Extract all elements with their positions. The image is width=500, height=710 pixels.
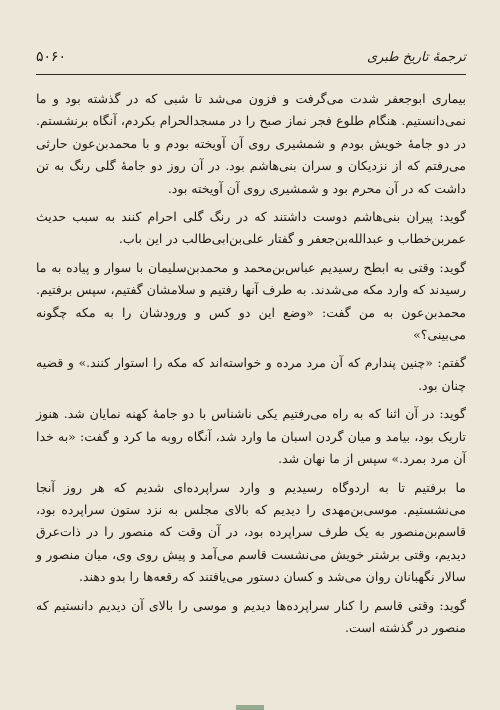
scan-edge-mark	[236, 705, 264, 710]
paragraph: ما برفتیم تا به اردوگاه رسیدیم و وارد سراپرده‌ای شدیم که هر روز آنجا می‌نشستیم. موسی‌بن‌مهدی را دیدیم که بالای مجلس به نزد ستون سراپرده بود، قاسم‌بن‌منصور به یک طرف سراپرده بود، در آن وقت که منصور را در ذات‌عرق دیدیم، وقتی برشتر خویش می‌نشست قاسم می‌آمد و پیش روی وی، میان منصور و سالار نگهبانان روان می‌شد و کسان دستور می‌یافتند که رقعه‌ها را بدو دهند.	[36, 479, 466, 585]
header-rule	[36, 74, 466, 75]
page-header	[36, 44, 466, 72]
page-number: ۵۰۶۰	[36, 49, 67, 65]
paragraph: گوید: وقتی به ابطح رسیدیم عباس‌بن‌محمد و محمدبن‌سلیمان با سوار و پیاده به ما رسیدند که وارد مکه می‌شدند. به طرف آنها رفتیم و سلامشان گفتیم، سپس برفتیم. محمدبن‌عون به من گفت: «وضع این دو کس و ورودشان را به مکه چگونه می‌بینی؟»	[36, 259, 466, 343]
paragraph: بیماری ابوجعفر شدت می‌گرفت و فزون می‌شد تا شبی که در گذشته بود و ما نمی‌دانستیم. هنگام طلوع فجر نماز صبح را در مسجدالحرام بکردم، آنگاه برنشستم. در دو جامهٔ خویش بودم و شمشیری روی آن آویخته بودم و با محمدبن‌عون حارثی می‌رفتم که از نزدیکان و سران بنی‌هاشم بود. در آن روز دو جامهٔ گلی رنگ به تن داشت که در آن محرم بود و شمشیری روی آن آویخته بود.	[36, 91, 466, 196]
running-title: ترجمهٔ تاریخ طبری	[366, 50, 466, 65]
paragraph: گوید: در آن اثنا که به راه می‌رفتیم یکی ناشناس با دو جامهٔ کهنه نمایان شد. هنوز تاریک بود، بیامد و میان گردن اسبان ما وارد شد، آنگاه روبه ما کرد و گفت: «به خدا آن مرد بمرد.» سپس از ما نهان شد.	[36, 406, 466, 467]
paragraph: گفتم: «چنین پندارم که آن مرد مرده و خواسته‌اند که مکه را استوار کنند.» و قضیه چنان بود.	[36, 355, 466, 393]
paragraph: گوید: پیران بنی‌هاشم دوست داشتند که در رنگ گلی احرام کنند به سبب حدیث عمربن‌خطاب و عبدالله‌بن‌جعفر و گفتار علی‌بن‌ابی‌طالب در این باب.	[36, 209, 466, 247]
paragraph: گوید: وقتی قاسم را کنار سراپرده‌ها دیدیم و موسی را بالای آن دیدیم دانستیم که منصور در گذشته است.	[36, 597, 466, 635]
body-text	[36, 88, 466, 641]
